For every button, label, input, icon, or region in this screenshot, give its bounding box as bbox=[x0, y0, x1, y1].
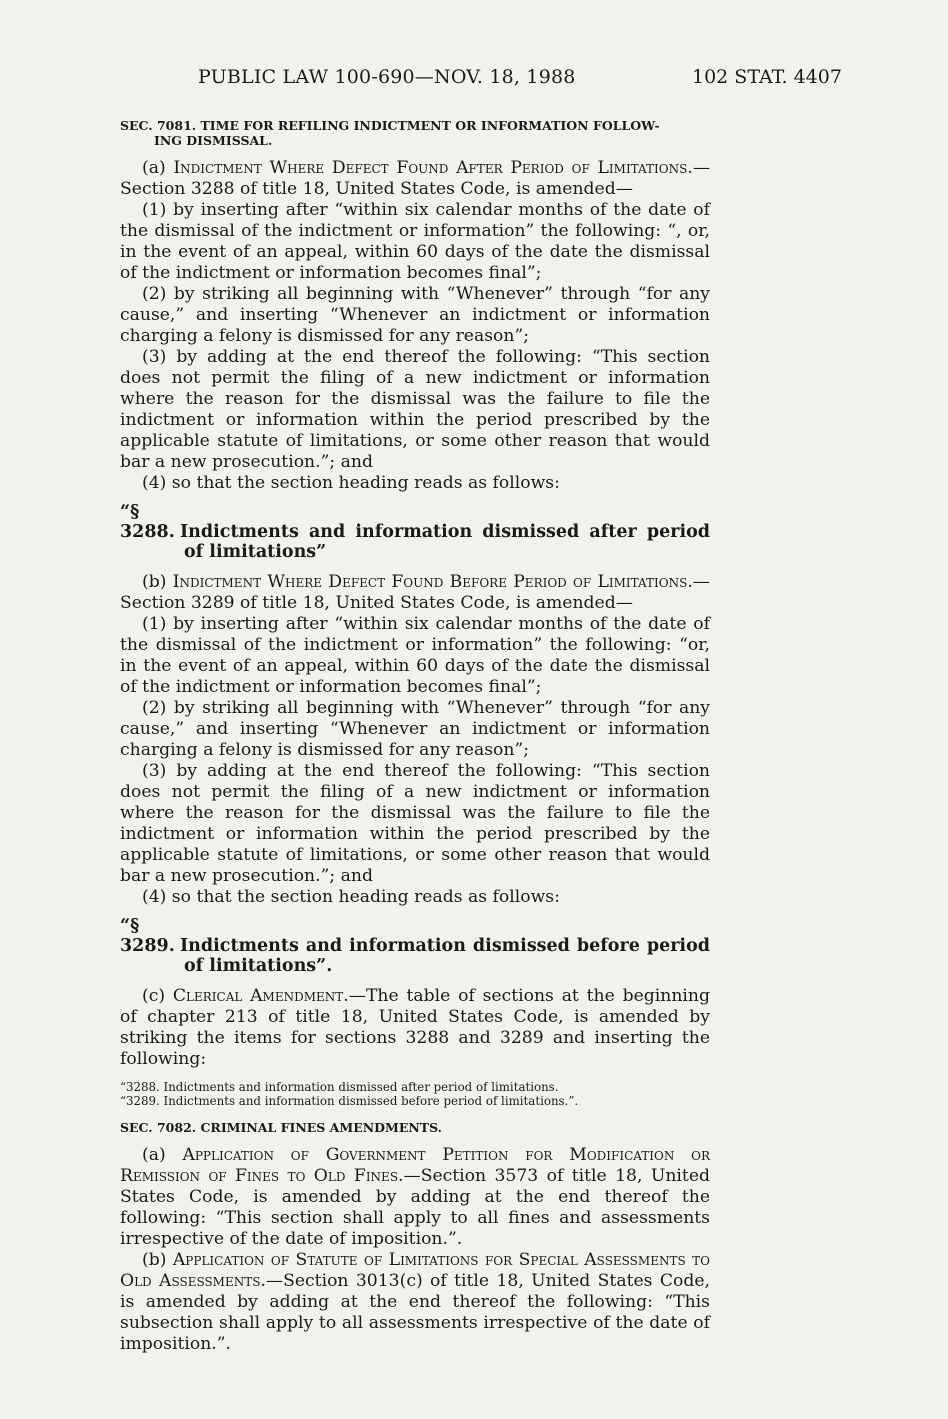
subsection-a bbox=[120, 158, 710, 200]
section-3289-title: Indictments and information dismissed before period of limitations”. bbox=[180, 936, 710, 976]
subsection-a-text: —Section 3288 of title 18, United States Code, is amended— bbox=[120, 158, 710, 199]
subsection-a-caption: Indictment Where Defect Found After Period of Limitations. bbox=[173, 158, 693, 178]
table-of-sections bbox=[120, 1080, 710, 1108]
subsection-a-label: (a) bbox=[142, 158, 174, 178]
section-7082-a-text: —Section 3573 of title 18, United States Code, is amended by adding at the end thereof the following: “This section shall apply to all fines and assessments irrespective of the date of imposition.”. bbox=[120, 1166, 710, 1249]
subsection-b bbox=[120, 572, 710, 614]
subsection-b-caption: Indictment Where Defect Found Before Period of Limitations. bbox=[172, 572, 693, 592]
section-7082-heading: SEC. 7082. CRIMINAL FINES AMENDMENTS. bbox=[120, 1120, 443, 1135]
page bbox=[120, 66, 842, 1355]
section-7081-body bbox=[120, 158, 710, 1108]
subsection-b-text: —Section 3289 of title 18, United States Code, is amended— bbox=[120, 572, 710, 613]
running-head bbox=[120, 66, 842, 96]
subsection-a-item-4: (4) so that the section heading reads as follows: bbox=[142, 473, 560, 493]
section-7082-b-caption: Application of Statute of Limitations for Special Assessments to Old Assessments. bbox=[120, 1250, 710, 1291]
subsection-a-item-3: (3) by adding at the end thereof the following: “This section does not permit the filing of a new indictment or information where the reason for the dismissal was the failure to file the indictment or information within the period prescribed by the applicable statute of limitations, or some other reason that would bar a new prosecution.”; and bbox=[120, 347, 710, 472]
section-7082-subsection-a bbox=[120, 1145, 710, 1250]
section-3289-number: “§ 3289. bbox=[120, 916, 175, 956]
subsection-c-label: (c) bbox=[142, 986, 173, 1006]
subsection-c bbox=[120, 986, 710, 1070]
section-3288-title: Indictments and information dismissed after period of limitations” bbox=[180, 522, 710, 562]
section-7081-heading-line2: ING DISMISSAL. bbox=[154, 133, 273, 148]
subsection-b-item-3: (3) by adding at the end thereof the following: “This section does not permit the filing of a new indictment or information where the reason for the dismissal was the failure to file the indictment or information within the period prescribed by the applicable statute of limitations, or some other reason that would bar a new prosecution.”; and bbox=[120, 761, 710, 886]
stat-reference: 102 STAT. 4407 bbox=[692, 66, 842, 88]
section-7082-b-label: (b) bbox=[142, 1250, 173, 1270]
running-title: PUBLIC LAW 100-690—NOV. 18, 1988 bbox=[198, 66, 576, 88]
section-7081-heading-line1: SEC. 7081. TIME FOR REFILING INDICTMENT OR INFORMATION FOLLOW- bbox=[120, 118, 660, 133]
subsection-c-caption: Clerical Amendment. bbox=[172, 986, 349, 1006]
toc-item-3289: “3289. Indictments and information dismissed before period of limitations.”. bbox=[120, 1094, 579, 1108]
toc-item-3288: “3288. Indictments and information dismissed after period of limitations. bbox=[120, 1080, 559, 1094]
section-7081-heading bbox=[120, 118, 710, 148]
section-3288-heading bbox=[120, 502, 710, 562]
subsection-a-item-1: (1) by inserting after “within six calendar months of the date of the dismissal of the indictment or information” the following: “, or, in the event of an appeal, within 60 days of the date the dismissal of the indictment or information becomes final”; bbox=[120, 200, 710, 283]
subsection-b-item-1: (1) by inserting after “within six calendar months of the date of the dismissal of the indictment or information” the following: “or, in the event of an appeal, within 60 days of the date the dismissal of the indictment or information becomes final”; bbox=[120, 614, 710, 697]
subsection-b-item-2: (2) by striking all beginning with “Whenever” through “for any cause,” and inserting “Whenever an indictment or information charging a felony is dismissed for any reason”; bbox=[120, 698, 710, 760]
subsection-b-item-4: (4) so that the section heading reads as follows: bbox=[142, 887, 560, 907]
section-7082-subsection-b bbox=[120, 1250, 710, 1355]
section-7082-a-label: (a) bbox=[142, 1145, 183, 1165]
subsection-b-label: (b) bbox=[142, 572, 173, 592]
subsection-a-item-2: (2) by striking all beginning with “Whenever” through “for any cause,” and inserting “Whenever an indictment or information charging a felony is dismissed for any reason”; bbox=[120, 284, 710, 346]
subsection-c-text: —The table of sections at the beginning of chapter 213 of title 18, United States Code, is amended by striking the items for sections 3288 and 3289 and inserting the following: bbox=[120, 986, 710, 1069]
section-7082-a-caption: Application of Government Petition for Modification or Remission of Fines to Old Fines. bbox=[120, 1145, 711, 1186]
section-3288-number: “§ 3288. bbox=[120, 502, 175, 542]
section-7082-b-text: —Section 3013(c) of title 18, United States Code, is amended by adding at the end thereof the following: “This subsection shall apply to all assessments irrespective of the date of imposition.”. bbox=[120, 1271, 710, 1354]
section-7082-body bbox=[120, 1145, 710, 1355]
section-3289-heading bbox=[120, 916, 710, 976]
